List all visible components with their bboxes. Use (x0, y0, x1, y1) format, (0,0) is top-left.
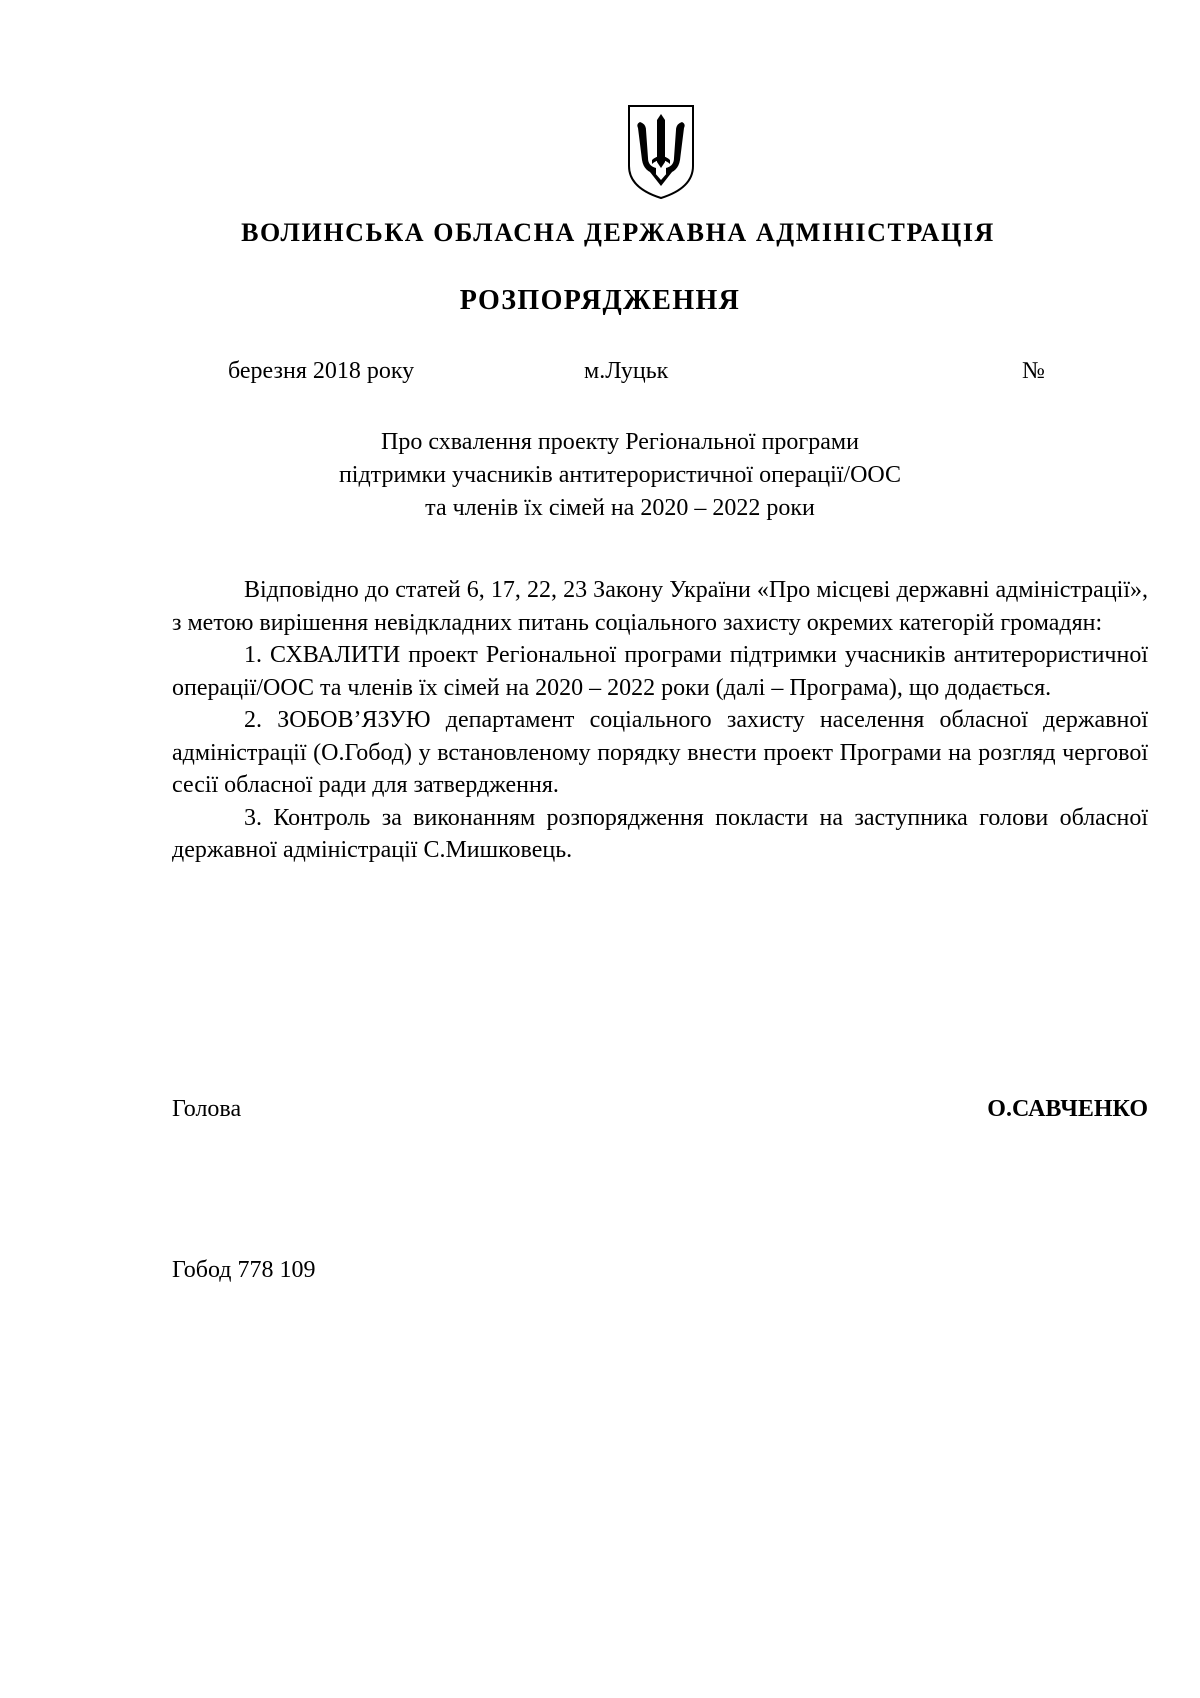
document-body (172, 574, 1148, 867)
clause-2-paragraph: 2. ЗОБОВ’ЯЗУЮ департамент соціального захисту населення обласної державної адміністрації (О.Гобод) у встановленому порядку внести проект Програми на розгляд чергової сесії обласної ради для затвердження. (172, 707, 1148, 798)
clause-3-paragraph: 3. Контроль за виконанням розпорядження покласти на заступника голови обласної державної адміністрації С.Мишковець. (172, 804, 1148, 863)
document-city: м.Луцьк (584, 358, 669, 384)
subject-line: та членів їх сімей на 2020 – 2022 роки (425, 495, 815, 521)
document-number-label: № (1022, 358, 1045, 384)
organization-title: ВОЛИНСЬКА ОБЛАСНА ДЕРЖАВНА АДМІНІСТРАЦІЯ (241, 218, 995, 247)
document-date: березня 2018 року (228, 358, 415, 384)
clause-1-paragraph: 1. СХВАЛИТИ проект Регіональної програми підтримки учасників антитерористичної операції/ООС та членів їх сімей на 2020 – 2022 роки (далі – Програма), що додається. (172, 642, 1148, 701)
ukraine-trident-icon (626, 102, 696, 200)
subject-line: Про схвалення проекту Регіональної програми (381, 429, 859, 455)
signatory-title: Голова (172, 1096, 242, 1122)
preamble-paragraph: Відповідно до статей 6, 17, 22, 23 Закону України «Про місцеві державні адміністрації», з метою вирішення невідкладних питань соціального захисту окремих категорій громадян: (172, 577, 1148, 636)
document-subject (230, 426, 1010, 525)
executor-contact: Гобод 778 109 (172, 1257, 316, 1283)
signatory-name: О.САВЧЕНКО (987, 1096, 1148, 1122)
document-type-title: РОЗПОРЯДЖЕННЯ (459, 285, 741, 316)
subject-line: підтримки учасників антитерористичної операції/ООС (338, 462, 902, 488)
